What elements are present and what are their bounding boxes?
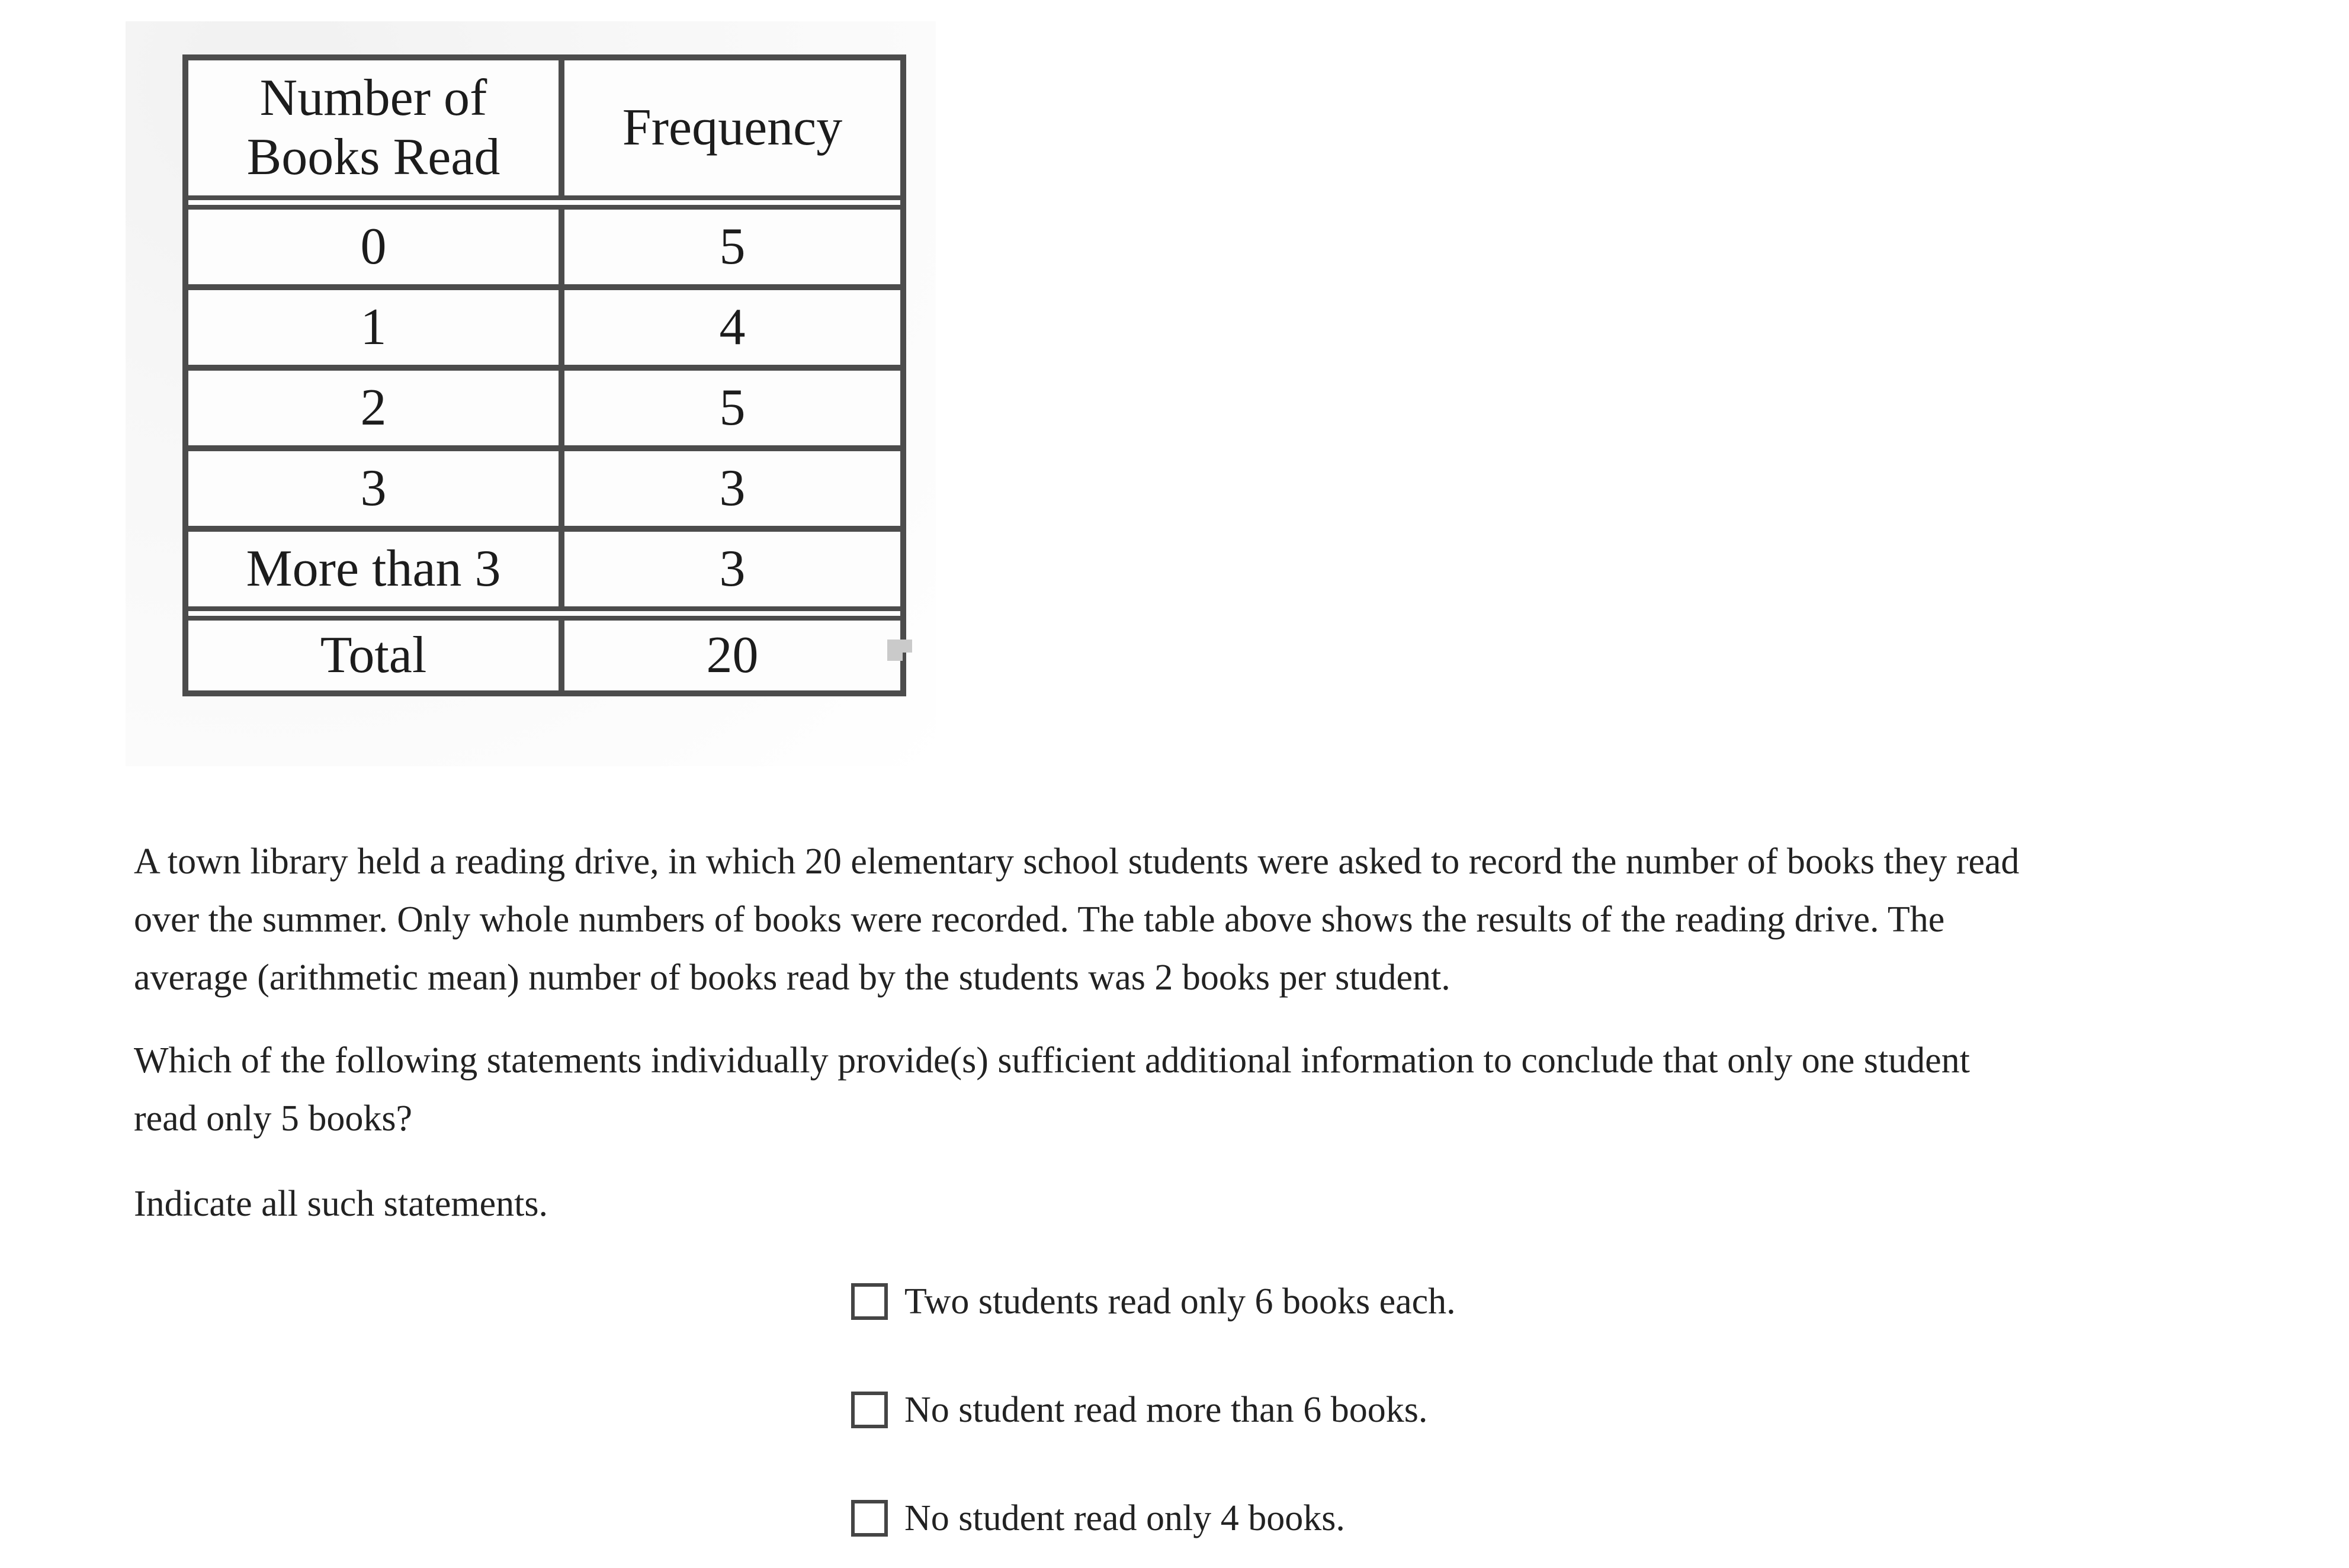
total-label-cell: Total — [188, 621, 564, 690]
table-total-row — [188, 621, 900, 690]
frequency-table — [182, 54, 906, 696]
option-1-label: Two students read only 6 books each. — [904, 1281, 1456, 1322]
reading-table-scan — [126, 21, 936, 766]
table-row — [188, 451, 900, 532]
option-row-1[interactable] — [851, 1278, 1456, 1325]
header-books-line1: Number of — [259, 69, 487, 127]
question-line: read only 5 books? — [134, 1098, 413, 1139]
option-2-checkbox[interactable] — [851, 1392, 888, 1428]
cursor-artifact — [887, 653, 903, 661]
option-3-label: No student read only 4 books. — [904, 1498, 1345, 1538]
problem-line: over the summer. Only whole numbers of books were recorded. The table above shows the results of the reading drive. The — [134, 899, 1945, 940]
header-frequency: Frequency — [622, 99, 843, 156]
table-row — [188, 210, 900, 290]
books-cell: 3 — [188, 451, 564, 526]
question-line: Which of the following statements individually provide(s) sufficient additional information to conclude that only one student — [134, 1040, 1970, 1081]
frequency-cell: 3 — [719, 540, 746, 597]
frequency-cell: 5 — [719, 379, 746, 436]
option-3-checkbox[interactable] — [851, 1500, 888, 1537]
instruction-text: Indicate all such statements. — [134, 1184, 548, 1224]
table-header-row — [188, 60, 900, 210]
header-books-read — [188, 60, 564, 195]
problem-statement — [134, 833, 2019, 1007]
frequency-cell: 5 — [719, 218, 746, 275]
total-value-cell: 20 — [706, 626, 759, 684]
cursor-artifact — [887, 640, 912, 653]
frequency-cell: 3 — [719, 460, 746, 517]
books-cell: 1 — [188, 290, 564, 365]
table-row — [188, 371, 900, 451]
problem-line: A town library held a reading drive, in which 20 elementary school students were asked to record the number of books they read — [134, 841, 2020, 882]
books-cell: 0 — [188, 210, 564, 284]
table-row-more-than-3 — [188, 532, 900, 621]
header-books-line2: Books Read — [246, 128, 500, 186]
frequency-cell: 4 — [719, 298, 746, 356]
option-1-checkbox[interactable] — [851, 1283, 888, 1320]
option-row-2[interactable] — [851, 1386, 1427, 1434]
option-row-3[interactable] — [851, 1495, 1345, 1542]
option-2-label: No student read more than 6 books. — [904, 1389, 1428, 1430]
question-text — [134, 1032, 1970, 1148]
books-cell: 2 — [188, 371, 564, 445]
table-row — [188, 290, 900, 371]
books-cell: More than 3 — [188, 532, 564, 606]
problem-line: average (arithmetic mean) number of books read by the students was 2 books per student. — [134, 957, 1451, 998]
